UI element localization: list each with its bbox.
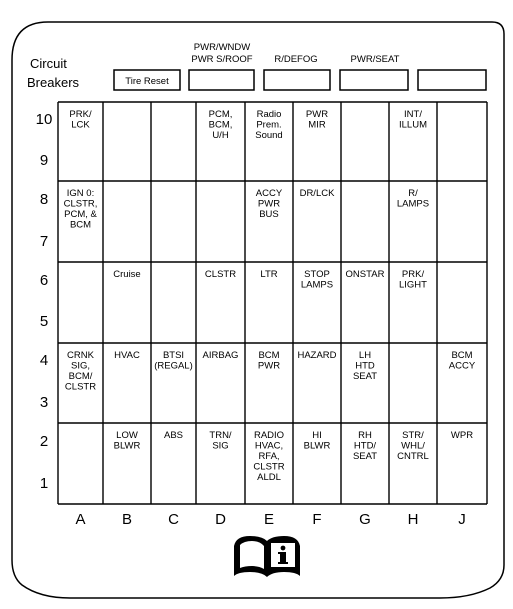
row-number-5: 5 — [39, 313, 49, 330]
breaker-box-r-defog — [264, 70, 330, 90]
breaker-box-pwr-seat — [340, 70, 408, 90]
row-number-9: 9 — [39, 152, 49, 169]
column-letter-b: B — [121, 511, 133, 528]
fuse-cell-c-5: ABS — [163, 430, 184, 441]
row-number-4: 4 — [39, 352, 49, 369]
fuse-cell-e-2: ACCY PWR BUS — [255, 188, 283, 220]
column-letter-c: C — [168, 511, 179, 528]
fuse-cell-h-1: INT/ ILLUM — [399, 109, 427, 131]
fuse-cell-d-4: AIRBAG — [202, 350, 239, 361]
fuse-cell-f-3: STOP LAMPS — [300, 269, 334, 291]
column-letter-f: F — [312, 511, 322, 528]
fuse-cell-a-2: IGN 0: CLSTR, PCM, & BCM — [63, 188, 98, 231]
fuse-cell-g-4: LH HTD SEAT — [352, 350, 378, 382]
fuse-cell-e-5: RADIO HVAC, RFA, CLSTR ALDL — [253, 430, 285, 483]
fuse-cell-j-5: WPR — [450, 430, 474, 441]
fuse-cell-d-1: PCM, BCM, U/H — [208, 109, 233, 141]
column-letter-d: D — [215, 511, 226, 528]
breaker-box-spare — [418, 70, 486, 90]
fuse-cell-j-4: BCM ACCY — [448, 350, 476, 372]
tire-reset-label: Tire Reset — [125, 76, 169, 87]
fuse-cell-f-1: PWR MIR — [305, 109, 329, 131]
fuse-cell-f-5: HI BLWR — [303, 430, 331, 452]
row-number-6: 6 — [39, 272, 49, 289]
row-number-3: 3 — [39, 394, 49, 411]
circuit-breakers-label-line2: Breakers — [27, 75, 80, 90]
fuse-cell-f-4: HAZARD — [297, 350, 337, 361]
row-numbers — [36, 111, 53, 492]
column-letter-e: E — [263, 511, 275, 528]
fuse-cell-h-3: PRK/ LIGHT — [399, 269, 427, 291]
fuse-cell-h-5: STR/ WHL/ CNTRL — [397, 430, 429, 462]
fuse-cell-g-3: ONSTAR — [345, 269, 385, 280]
row-number-2: 2 — [39, 433, 49, 450]
fuse-cells — [64, 109, 476, 483]
header-label-pwr-wndw: PWR/WNDW — [193, 42, 251, 53]
column-letter-j: J — [458, 511, 466, 528]
column-letter-h: H — [407, 511, 419, 528]
circuit-breakers-label-line1: Circuit — [30, 56, 67, 71]
fuse-cell-b-4: HVAC — [114, 350, 140, 361]
fuse-cell-a-1: PRK/ LCK — [69, 109, 92, 131]
fuse-cell-d-5: TRN/ SIG — [209, 430, 232, 452]
column-letter-a: A — [75, 511, 86, 528]
header-label-pwr-seat: PWR/SEAT — [350, 54, 400, 65]
fuse-cell-e-4: BCM PWR — [257, 350, 281, 372]
owner-manual-info-icon — [234, 536, 300, 577]
header-label-r-defog: R/DEFOG — [274, 54, 318, 65]
fuse-cell-c-4: BTSI (REGAL) — [154, 350, 193, 372]
fuse-cell-h-2: R/ LAMPS — [396, 188, 430, 210]
fuse-cell-b-5: LOW BLWR — [113, 430, 141, 452]
fuse-cell-e-3: LTR — [260, 269, 278, 280]
column-letter-g: G — [359, 511, 371, 528]
fuse-cell-b-3: Cruise — [113, 269, 141, 280]
row-number-1: 1 — [39, 475, 49, 492]
fuse-cell-d-3: CLSTR — [204, 269, 237, 280]
fuse-cell-a-4: CRNK SIG, BCM/ CLSTR — [64, 350, 97, 393]
fuse-cell-f-2: DR/LCK — [299, 188, 335, 199]
row-number-7: 7 — [39, 233, 49, 250]
column-letters — [75, 511, 465, 528]
breaker-box-pwr-wndw — [189, 70, 254, 90]
fuse-cell-g-5: RH HTD/ SEAT — [352, 430, 378, 462]
row-number-8: 8 — [39, 191, 49, 208]
header-label-pwr-sroof: PWR S/ROOF — [191, 54, 253, 65]
row-number-10: 10 — [35, 111, 53, 128]
fuse-cell-e-1: Radio Prem. Sound — [255, 109, 283, 141]
